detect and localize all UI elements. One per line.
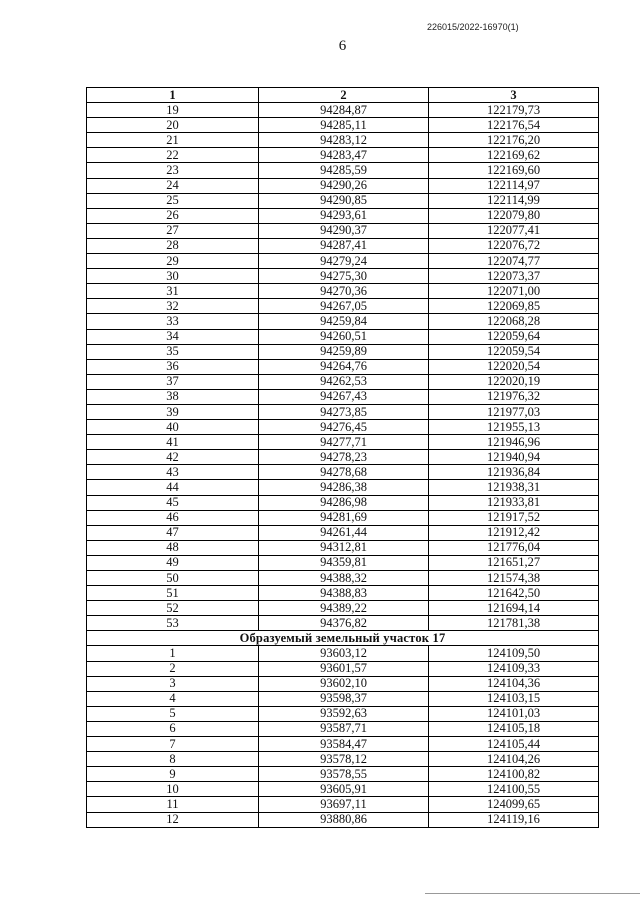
table-row: [87, 510, 599, 525]
point-number-cell: 28: [87, 238, 259, 253]
table-row: [87, 676, 599, 691]
point-number-cell: 1: [87, 646, 259, 661]
point-number-cell: 5: [87, 706, 259, 721]
point-number-cell: 29: [87, 254, 259, 269]
x-coordinate-cell: 93592,63: [259, 706, 429, 721]
y-coordinate-cell: 122076,72: [429, 238, 599, 253]
table-row: [87, 178, 599, 193]
x-coordinate-cell: 94261,44: [259, 525, 429, 540]
table-row: [87, 646, 599, 661]
y-coordinate-cell: 121940,94: [429, 450, 599, 465]
x-coordinate-cell: 94293,61: [259, 208, 429, 223]
point-number-cell: 6: [87, 721, 259, 736]
x-coordinate-cell: 94260,51: [259, 329, 429, 344]
x-coordinate-cell: 93578,55: [259, 767, 429, 782]
x-coordinate-cell: 94376,82: [259, 616, 429, 631]
footer-divider: [425, 893, 640, 894]
table-row: [87, 782, 599, 797]
x-coordinate-cell: 94285,11: [259, 118, 429, 133]
table-row: [87, 601, 599, 616]
point-number-cell: 20: [87, 118, 259, 133]
x-coordinate-cell: 94284,87: [259, 103, 429, 118]
x-coordinate-cell: 94388,32: [259, 571, 429, 586]
table-row: [87, 691, 599, 706]
x-coordinate-cell: 94283,12: [259, 133, 429, 148]
x-coordinate-cell: 94388,83: [259, 586, 429, 601]
table-body: [87, 103, 599, 828]
y-coordinate-cell: 121955,13: [429, 420, 599, 435]
table-row: [87, 404, 599, 419]
table-row: [87, 706, 599, 721]
y-coordinate-cell: 122059,64: [429, 329, 599, 344]
table-row: [87, 435, 599, 450]
y-coordinate-cell: 121977,03: [429, 404, 599, 419]
table-row: [87, 465, 599, 480]
table-row: [87, 163, 599, 178]
point-number-cell: 31: [87, 284, 259, 299]
point-number-cell: 47: [87, 525, 259, 540]
y-coordinate-cell: 122179,73: [429, 103, 599, 118]
point-number-cell: 34: [87, 329, 259, 344]
point-number-cell: 49: [87, 555, 259, 570]
table-row: [87, 767, 599, 782]
table-row: [87, 374, 599, 389]
y-coordinate-cell: 122169,62: [429, 148, 599, 163]
y-coordinate-cell: 124099,65: [429, 797, 599, 812]
point-number-cell: 51: [87, 586, 259, 601]
point-number-cell: 10: [87, 782, 259, 797]
point-number-cell: 30: [87, 269, 259, 284]
table-row: [87, 223, 599, 238]
y-coordinate-cell: 121651,27: [429, 555, 599, 570]
y-coordinate-cell: 124101,03: [429, 706, 599, 721]
x-coordinate-cell: 94287,41: [259, 238, 429, 253]
x-coordinate-cell: 94290,37: [259, 223, 429, 238]
point-number-cell: 53: [87, 616, 259, 631]
table-row: [87, 495, 599, 510]
y-coordinate-cell: 122020,19: [429, 374, 599, 389]
section-title: Образуемый земельный участок 17: [87, 631, 599, 646]
x-coordinate-cell: 93880,86: [259, 812, 429, 827]
y-coordinate-cell: 121938,31: [429, 480, 599, 495]
point-number-cell: 7: [87, 737, 259, 752]
y-coordinate-cell: 122068,28: [429, 314, 599, 329]
point-number-cell: 24: [87, 178, 259, 193]
x-coordinate-cell: 93601,57: [259, 661, 429, 676]
table-row: [87, 752, 599, 767]
table-row: [87, 193, 599, 208]
y-coordinate-cell: 121642,50: [429, 586, 599, 601]
x-coordinate-cell: 94359,81: [259, 555, 429, 570]
point-number-cell: 26: [87, 208, 259, 223]
y-coordinate-cell: 124119,16: [429, 812, 599, 827]
y-coordinate-cell: 124104,36: [429, 676, 599, 691]
table-row: [87, 525, 599, 540]
x-coordinate-cell: 94259,89: [259, 344, 429, 359]
y-coordinate-cell: 124104,26: [429, 752, 599, 767]
point-number-cell: 11: [87, 797, 259, 812]
point-number-cell: 9: [87, 767, 259, 782]
point-number-cell: 36: [87, 359, 259, 374]
table-row: [87, 420, 599, 435]
table-row: [87, 238, 599, 253]
point-number-cell: 45: [87, 495, 259, 510]
point-number-cell: 21: [87, 133, 259, 148]
point-number-cell: 3: [87, 676, 259, 691]
point-number-cell: 39: [87, 404, 259, 419]
table-row: [87, 389, 599, 404]
table-header-row: [87, 88, 599, 103]
table-row: [87, 344, 599, 359]
x-coordinate-cell: 94312,81: [259, 540, 429, 555]
y-coordinate-cell: 121912,42: [429, 525, 599, 540]
table-row: [87, 133, 599, 148]
point-number-cell: 12: [87, 812, 259, 827]
point-number-cell: 19: [87, 103, 259, 118]
section-title-row: [87, 631, 599, 646]
table-row: [87, 555, 599, 570]
table-row: [87, 661, 599, 676]
table-row: [87, 118, 599, 133]
point-number-cell: 44: [87, 480, 259, 495]
x-coordinate-cell: 94283,47: [259, 148, 429, 163]
column-header-3: 3: [429, 88, 599, 103]
x-coordinate-cell: 93584,47: [259, 737, 429, 752]
y-coordinate-cell: 121776,04: [429, 540, 599, 555]
x-coordinate-cell: 94277,71: [259, 435, 429, 450]
point-number-cell: 4: [87, 691, 259, 706]
table-row: [87, 571, 599, 586]
table-row: [87, 329, 599, 344]
point-number-cell: 2: [87, 661, 259, 676]
point-number-cell: 22: [87, 148, 259, 163]
column-header-1: 1: [87, 88, 259, 103]
document-id: 226015/2022-16970(1): [427, 22, 519, 32]
table-row: [87, 450, 599, 465]
x-coordinate-cell: 94290,26: [259, 178, 429, 193]
point-number-cell: 33: [87, 314, 259, 329]
x-coordinate-cell: 94270,36: [259, 284, 429, 299]
point-number-cell: 27: [87, 223, 259, 238]
y-coordinate-cell: 121781,38: [429, 616, 599, 631]
point-number-cell: 25: [87, 193, 259, 208]
y-coordinate-cell: 124109,50: [429, 646, 599, 661]
point-number-cell: 38: [87, 389, 259, 404]
point-number-cell: 8: [87, 752, 259, 767]
table-row: [87, 797, 599, 812]
y-coordinate-cell: 122114,97: [429, 178, 599, 193]
y-coordinate-cell: 124100,82: [429, 767, 599, 782]
page-number: 6: [338, 38, 347, 54]
table-row: [87, 812, 599, 827]
point-number-cell: 32: [87, 299, 259, 314]
table-row: [87, 586, 599, 601]
x-coordinate-cell: 94286,98: [259, 495, 429, 510]
table-row: [87, 359, 599, 374]
y-coordinate-cell: 124100,55: [429, 782, 599, 797]
y-coordinate-cell: 122169,60: [429, 163, 599, 178]
x-coordinate-cell: 94279,24: [259, 254, 429, 269]
x-coordinate-cell: 93605,91: [259, 782, 429, 797]
x-coordinate-cell: 93598,37: [259, 691, 429, 706]
table-row: [87, 480, 599, 495]
table-row: [87, 269, 599, 284]
point-number-cell: 43: [87, 465, 259, 480]
x-coordinate-cell: 94275,30: [259, 269, 429, 284]
table-row: [87, 299, 599, 314]
x-coordinate-cell: 94285,59: [259, 163, 429, 178]
y-coordinate-cell: 122059,54: [429, 344, 599, 359]
x-coordinate-cell: 94278,23: [259, 450, 429, 465]
y-coordinate-cell: 122074,77: [429, 254, 599, 269]
column-header-2: 2: [259, 88, 429, 103]
point-number-cell: 40: [87, 420, 259, 435]
x-coordinate-cell: 94267,43: [259, 389, 429, 404]
x-coordinate-cell: 94267,05: [259, 299, 429, 314]
point-number-cell: 41: [87, 435, 259, 450]
x-coordinate-cell: 94264,76: [259, 359, 429, 374]
y-coordinate-cell: 124105,18: [429, 721, 599, 736]
point-number-cell: 37: [87, 374, 259, 389]
x-coordinate-cell: 94276,45: [259, 420, 429, 435]
x-coordinate-cell: 93602,10: [259, 676, 429, 691]
table-row: [87, 540, 599, 555]
x-coordinate-cell: 94278,68: [259, 465, 429, 480]
y-coordinate-cell: 121936,84: [429, 465, 599, 480]
point-number-cell: 52: [87, 601, 259, 616]
point-number-cell: 48: [87, 540, 259, 555]
coordinates-table: [86, 87, 599, 828]
x-coordinate-cell: 93603,12: [259, 646, 429, 661]
x-coordinate-cell: 94273,85: [259, 404, 429, 419]
x-coordinate-cell: 93697,11: [259, 797, 429, 812]
y-coordinate-cell: 122077,41: [429, 223, 599, 238]
y-coordinate-cell: 124109,33: [429, 661, 599, 676]
x-coordinate-cell: 94281,69: [259, 510, 429, 525]
point-number-cell: 46: [87, 510, 259, 525]
y-coordinate-cell: 121946,96: [429, 435, 599, 450]
x-coordinate-cell: 94259,84: [259, 314, 429, 329]
table-row: [87, 103, 599, 118]
y-coordinate-cell: 122073,37: [429, 269, 599, 284]
x-coordinate-cell: 93578,12: [259, 752, 429, 767]
x-coordinate-cell: 94286,38: [259, 480, 429, 495]
x-coordinate-cell: 94262,53: [259, 374, 429, 389]
y-coordinate-cell: 121917,52: [429, 510, 599, 525]
x-coordinate-cell: 94290,85: [259, 193, 429, 208]
table-row: [87, 314, 599, 329]
x-coordinate-cell: 93587,71: [259, 721, 429, 736]
point-number-cell: 35: [87, 344, 259, 359]
table-row: [87, 737, 599, 752]
y-coordinate-cell: 124103,15: [429, 691, 599, 706]
table-row: [87, 208, 599, 223]
point-number-cell: 23: [87, 163, 259, 178]
table-row: [87, 721, 599, 736]
point-number-cell: 50: [87, 571, 259, 586]
table-row: [87, 254, 599, 269]
y-coordinate-cell: 121574,38: [429, 571, 599, 586]
y-coordinate-cell: 122069,85: [429, 299, 599, 314]
y-coordinate-cell: 122114,99: [429, 193, 599, 208]
y-coordinate-cell: 122176,20: [429, 133, 599, 148]
table-row: [87, 284, 599, 299]
table-row: [87, 148, 599, 163]
y-coordinate-cell: 122079,80: [429, 208, 599, 223]
y-coordinate-cell: 122020,54: [429, 359, 599, 374]
table-row: [87, 616, 599, 631]
y-coordinate-cell: 122071,00: [429, 284, 599, 299]
point-number-cell: 42: [87, 450, 259, 465]
y-coordinate-cell: 122176,54: [429, 118, 599, 133]
x-coordinate-cell: 94389,22: [259, 601, 429, 616]
y-coordinate-cell: 121694,14: [429, 601, 599, 616]
y-coordinate-cell: 121933,81: [429, 495, 599, 510]
y-coordinate-cell: 124105,44: [429, 737, 599, 752]
y-coordinate-cell: 121976,32: [429, 389, 599, 404]
